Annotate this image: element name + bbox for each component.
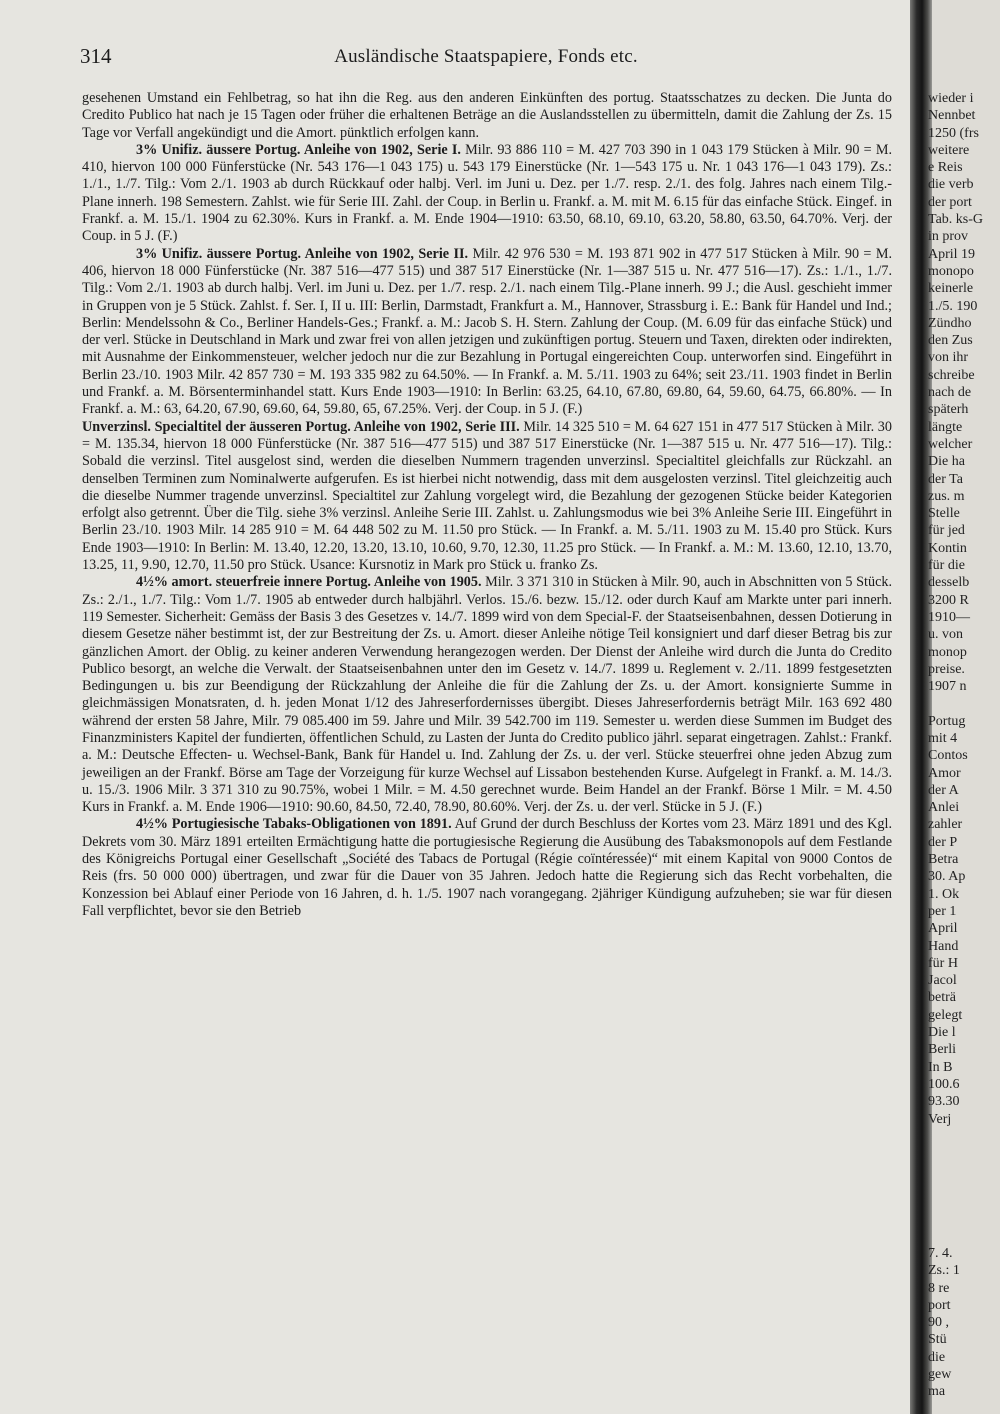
adjacent-page-line: Contos (928, 748, 968, 764)
adjacent-page-line: 1. Ok (928, 886, 960, 902)
adjacent-page-line: mit 4 (928, 730, 958, 746)
adjacent-page-line: Hand (928, 938, 959, 954)
adjacent-page-line: keinerle (928, 281, 974, 297)
adjacent-page-line: Die ha (928, 454, 965, 470)
adjacent-page-line: der Ta (928, 471, 963, 487)
adjacent-page-line: 8 re (928, 1280, 950, 1296)
adjacent-page-line: Stelle (928, 506, 960, 522)
adjacent-page-line: zahler (928, 817, 963, 833)
adjacent-page-line: 90 , (928, 1315, 949, 1331)
adjacent-page-line: monop (928, 644, 967, 660)
paragraph-text: Auf Grund der durch Beschluss der Kortes vom 23. März 1891 und des Kgl. Dekrets vom 30. März 1891 erteilten Ermächtigung hatte die portugiesische Regierung die Ausübung des Tabaksmonopols auf dem Festlande des Königreichs Portugal einer Gesellschaft „Société des Tabacs de Portugal (Régie coïntéressée)“ mit einem Kapital von 9000 Contos de Reis (frs. 50 000 000) übertragen, und zwar für die Dauer von 35 Jahren. Jedoch hatte die Regierung sich das Recht vorbehalten, die Konzession bei Ablauf einer Periode von 16 Jahren, d. h. 1./5. 1907 nach vorangegang. 2jähriger Kündigung aufzuheben; sie war für diesen Fall verpflichtet, bevor sie den Betrieb (82, 816, 893, 919)
adjacent-page-line: 1907 n (928, 679, 967, 695)
page-header (80, 44, 892, 74)
adjacent-page-line: port (928, 1297, 951, 1313)
adjacent-page-line: späterh (928, 402, 969, 418)
adjacent-page-line: preise. (928, 661, 965, 677)
adjacent-page-line: Nennbet (928, 108, 976, 124)
adjacent-page-line: Berli (928, 1042, 956, 1058)
adjacent-page-line: 93.30 (928, 1094, 960, 1110)
adjacent-page-line: Betra (928, 852, 959, 868)
adjacent-page-line: April 19 (928, 246, 976, 262)
adjacent-page-line: Amor (928, 765, 961, 781)
adjacent-page-line: per 1 (928, 903, 957, 919)
adjacent-page-line: wieder i (928, 91, 974, 106)
adjacent-page-line: Jacol (928, 973, 957, 989)
adjacent-page-line: Verj (928, 1111, 952, 1127)
paragraph-text: gesehenen Umstand ein Fehlbetrag, so hat ihn die Reg. aus den anderen Einkünften des portug. Staatsschatzes zu decken. Die Junta do Credito Publico hat nach je 15 Tagen oder früher die erhaltenen Beträge an die Auslandsstellen zu übermitteln, damit die Zahlung der Zs. 15 Tage vor Verfall angekündigt und die Amort. pünktlich erfolgen kann. (82, 90, 892, 141)
adjacent-page-line: die verb (928, 177, 974, 193)
adjacent-page-line: der port (928, 194, 972, 210)
adjacent-page-line: Anlei (928, 800, 960, 816)
adjacent-page-line: für die (928, 558, 965, 574)
running-title: Ausländische Staatspapiere, Fonds etc. (334, 46, 638, 67)
adjacent-page-line: längte (928, 419, 963, 435)
adjacent-page-line: Stü (928, 1332, 947, 1348)
paragraph-text: Milr. 93 886 110 = M. 427 703 390 in 1 043 179 Stücken à Milr. 90 = M. 410, hiervon 100 000 Fünferstücke (Nr. 543 176—1 043 175) u. 543 179 Einerstücke (Nr. 1—543 175 u. Nr. 1 043 176—1 043 179). Zs.: 1./1., 1./7. Tilg.: Vom 2./1. 1903 ab durch Rückkauf oder halbj. Verl. im Juni u. Dez. per 1./7. resp. 2./1. des folg. Jahres nach einem Tilg.-Plane innerh. 198 Semestern. Zahlst. wie für Serie III. Zahl. der Coup. in Berlin u. Frankf. a. M. mit M. 6.15 für das einfache Stück. Eingef. in Frankf. a. M. 15./1. 1904 zu 62.30%. Kurs in Frankf. a. M. Ende 1904—1910: 63.50, 68.10, 69.10, 63.20, 58.80, 63.50, 64.70%. Verj. der Coup. in 5 J. (F.) (82, 141, 892, 245)
adjacent-page-line: zus. m (928, 488, 965, 504)
adjacent-page-line: 1./5. 190 (928, 298, 978, 314)
adjacent-page-line: für jed (928, 523, 965, 539)
paragraph-text: Milr. 14 325 510 = M. 64 627 151 in 477 517 Stücken à Milr. 30 = M. 135.34, hiervon 18 000 Fünferstücke (Nr. 387 516—477 515) und 387 517 Einerstücke (Nr. 1—387 515 u. Nr. 477 516—17). Tilg.: Sobald die verzinsl. Titel ausgelost sind, werden die dieselben Nummern tragenden unverzinsl. Specialtitel gleichfalls zur Rückzahl. an denselben Terminen zum Nominalwerte aufgerufen. Es ist hierbei nicht notwendig, dass mit dem ausgelosten verzinsl. Titel gleichzeitig auch die dieselbe Nummer tragende unverzinsl. Specialtitel zur Zahlung vorgelegt wird, die Bezahlung der gezogenen Stücke beider Kategorien erfolgt also getrennt. Über die Tilg. siehe 3% verzinsl. Anleihe Serie III. Zahlst. u. Zahlungsmodus wie bei 3% Anleihe Serie III. Eingeführt in Berlin 23./10. 1903 Milr. 14 285 910 = M. 64 448 502 zu M. 11.50 pro Stück. — In Frankf. a. M. 5./11. 1903 zu M. 15.40 pro Stück. Kurs Ende 1903—1910: In Berlin: M. 13.40, 12.20, 13.20, 13.10, 10.60, 9.70, 12.30, 11.25 pro Stück. — In Frankf. a. M.: M. 13.60, 12.10, 13.70, 13.25, 11, 9.90, 12.70, 11.50 pro Stück. Usance: Kursnotiz in Mark pro Stück u. franko Zs. (82, 418, 892, 574)
adjacent-page-line: u. von (928, 627, 963, 643)
entry-heading: 3% Unifiz. äussere Portug. Anleihe von 1902, Serie II. (136, 245, 469, 262)
adjacent-page-line: 100.6 (928, 1076, 960, 1092)
adjacent-page-line: gew (928, 1367, 952, 1383)
adjacent-page-line: Die l (928, 1025, 956, 1041)
paragraph-anleihe-1905 (82, 574, 892, 816)
adjacent-page-line: Zündho (928, 315, 972, 331)
paragraph-intro (82, 90, 892, 142)
adjacent-page-line: der P (928, 834, 958, 850)
adjacent-page-line: 1910— (928, 609, 970, 625)
adjacent-page-line: den Zus (928, 333, 973, 349)
page-body (82, 90, 892, 920)
adjacent-page-line: 7. 4. (928, 1246, 953, 1261)
paragraph-text: Milr. 42 976 530 = M. 193 871 902 in 477 517 Stücken à Milr. 90 = M. 406, hiervon 18 000 Fünferstücke (Nr. 387 516—477 515) und 387 517 Einerstücke (Nr. 1—387 515 u. Nr. 477 516—17). Zs.: 1./1., 1./7. Tilg.: Vom 2./1. 1903 ab durch halbj. Verl. im Juni u. Dez. per 1./7. resp. 2./1. nach einem Tilg.-Plane innerh. 99 J.; die Ausl. geschieht immer in Gruppen von je 5 Stück. Zahlst. f. Ser. I, II u. III: Berlin, Darmstadt, Frankfurt a. M., Hannover, Strassburg i. E.: Bank für Handel und Ind.; Berlin: Mendelssohn & Co., Berliner Handels-Ges.; Frankf. a. M.: Jacob S. H. Stern. Zahlung der Coup. (M. 6.09 für das einfache Stück) und der verl. Stücke in Deutschland in Mark und zwar frei von allen jetzigen und zukünftigen portug. Steuern und Taxen, direkten oder indirekten, mit Ausnahme der Einkommensteuer, welcher jedoch nur die zur Bezahlung in Portugal eingereichten Coup. unterworfen sind. Eingeführt in Berlin 23./10. 1903 Milr. 42 857 730 = M. 193 335 982 zu 64.50%. — In Frankf. a. M. 5./11. 1903 zu 64%; seit 23./11. 1903 findet in Berlin und Frankf. a. M. Börsenterminhandel statt. Kurs Ende 1903—1910: In Berlin: 63.25, 64.10, 67.80, 69.80, 64, 59.60, 64.75, 66.80%. — In Frankf. a. M.: 63, 64.20, 67.90, 69.60, 64, 59.80, 65, 67.25%. Verj. der Coup. in 5 J. (F.) (82, 245, 892, 418)
adjacent-page-text-lower (928, 1245, 960, 1401)
paragraph-serie-ii (82, 246, 892, 419)
adjacent-page-line: 30. Ap (928, 869, 966, 885)
adjacent-page-line: In B (928, 1059, 953, 1075)
paragraph-serie-i (82, 142, 892, 246)
adjacent-page-line: beträ (928, 990, 956, 1006)
paragraph-serie-iii (82, 419, 892, 575)
adjacent-page-line: schreibe (928, 367, 975, 383)
adjacent-page-line: Tab. ks-G (928, 212, 984, 228)
adjacent-page-line: Kontin (928, 540, 967, 556)
adjacent-page-line: e Reis (928, 160, 963, 176)
adjacent-page-line: nach de (928, 385, 972, 401)
adjacent-page-line: 1250 (frs (928, 125, 979, 141)
entry-heading: 4½% amort. steuerfreie innere Portug. Anleihe von 1905. (136, 574, 482, 591)
adjacent-page-text-upper (928, 90, 983, 1128)
adjacent-page-line: monopo (928, 263, 974, 279)
adjacent-page-line: welcher (928, 436, 973, 452)
adjacent-page-line: April (928, 921, 958, 937)
paragraph-text: Milr. 3 371 310 in Stücken à Milr. 90, auch in Abschnitten von 5 Stück. Zs.: 2./1., 1./7. Tilg.: Vom 1./7. 1905 ab entweder durch halbjährl. Verlos. 15./6. bezw. 15./12. oder durch Kauf am Markte unter pari innerh. 119 Semester. Sicherheit: Gemäss der Basis 3 des Gesetzes v. 14./7. 1899 wird von dem Special-F. der Staatseisenbahnen, dessen Dotierung in diesem Gesetze näher bestimmt ist, der zur Bestreitung der Zs. u. Amort. dieser Anleihe nötige Teil konsigniert und darf dieser Betrag bis zur gänzlichen Amort. der Oblig. zu keiner anderen Verwendung herangezogen werden. Der Dienst der Anleihe wird durch die Junta do Credito Publico besorgt, an welche die Verwalt. der Staatseisenbahnen unter den im Gesetz v. 14./7. 1899 u. Reglement v. 2./11. 1899 festgesetzten Bedingungen u. bis zur Beendigung der Rückzahlung der Anleihe die für die Zahlung der Zs. u. der Amort. konsignierte Summe in gleichmässigen Monatsraten, d. h. jeden Monat 1/12 des Jahreserfordernisses übergibt. Dieses Jahreserfordernis beträgt Milr. 163 692 480 während der ersten 58 Jahre, Milr. 79 085.400 im 59. Jahre und Milr. 39 542.700 im 119. Semester u. werden diese Summen im Budget des Finanzministers Kapitel der fundierten, öffentlichen Schuld, zu Lasten der Junta do Credito publico jährl. separat eingetragen. Zahlst.: Frankf. a. M.: Deutsche Effecten- u. Wechsel-Bank, Bank für Handel u. Ind. Zahlung der Zs. u. der verl. Stücke steuerfrei ohne jeden Abzug zum jeweiligen an der Frankf. Börse am Tage der Vorzeigung für kurze Wechsel auf Lissabon bestehenden Kurse. Aufgelegt in Frankf. a. M. 14./3. u. 15./3. 1906 Milr. 3 371 310 zu 90.75%, wobei 1 Milr. = M. 4.50 gerechnet wurde. Beim Handel an der Frankf. Börse 1 Milr. = M. 4.50 Kurs in Frankf. a. M. Ende 1906—1910: 90.60, 84.50, 72.40, 78.90, 80.60%. Verj. der Zs. u. der verl. Stücke in 5 J. (F.) (82, 574, 893, 816)
entry-heading: Unverzinsl. Specialtitel der äusseren Portug. Anleihe von 1902, Serie III. (82, 418, 520, 435)
adjacent-page-line: gelegt (928, 1007, 963, 1023)
adjacent-page-line: weitere (928, 142, 970, 158)
adjacent-page-line: 3200 R (928, 592, 969, 608)
page-number: 314 (80, 44, 112, 68)
entry-heading: 4½% Portugiesische Tabaks-Obligationen von 1891. (136, 816, 452, 833)
adjacent-page-line: für H (928, 955, 958, 971)
adjacent-page-line: ma (928, 1384, 946, 1400)
adjacent-page-line: Zs.: 1 (928, 1263, 960, 1279)
paragraph-tabaks-obligationen (82, 816, 892, 920)
entry-heading: 3% Unifiz. äussere Portug. Anleihe von 1902, Serie I. (136, 141, 461, 158)
adjacent-page-line: der A (928, 782, 959, 798)
adjacent-page-line: die (928, 1349, 946, 1365)
adjacent-page-line: von ihr (928, 350, 969, 366)
adjacent-page-line: in prov (928, 229, 969, 245)
adjacent-page-line (928, 695, 983, 712)
adjacent-page-line: desselb (928, 575, 970, 591)
adjacent-page-line: Portug (928, 713, 966, 729)
